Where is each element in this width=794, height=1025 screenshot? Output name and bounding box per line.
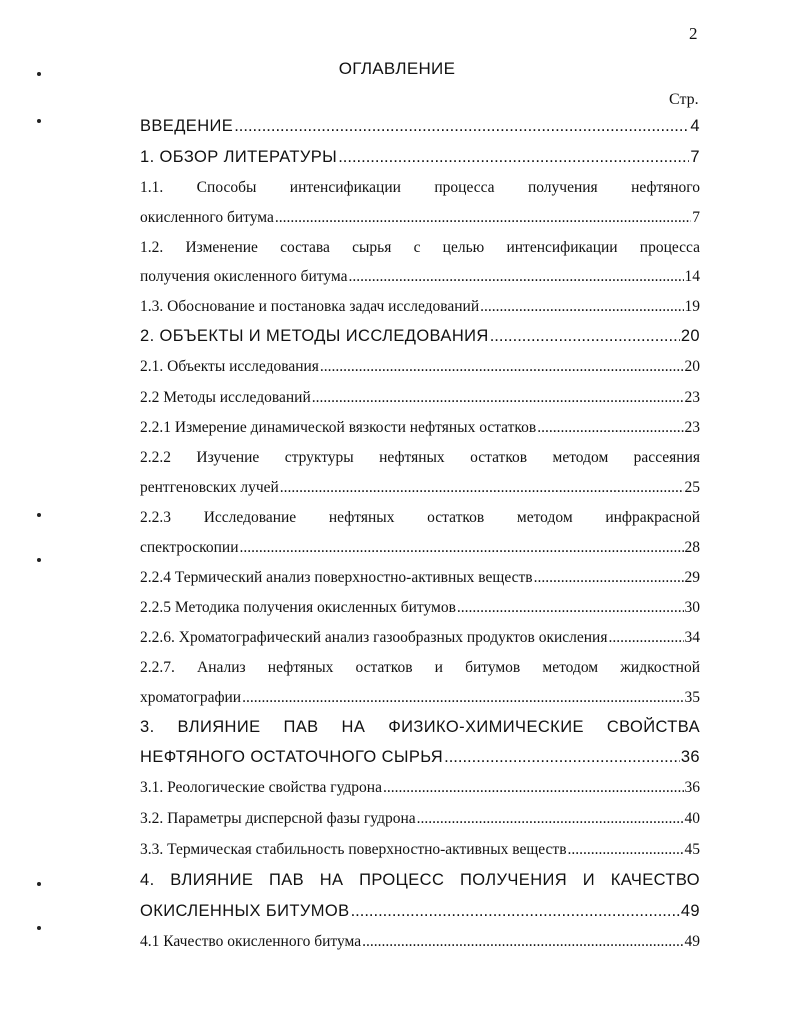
toc-entry-title: хроматографии xyxy=(140,689,242,706)
toc-entry[interactable] xyxy=(140,569,700,587)
toc-entry-page: 19 xyxy=(684,298,700,315)
toc-entry-title: НЕФТЯНОГО ОСТАТОЧНОГО СЫРЬЯ xyxy=(140,748,444,766)
toc-entry-title: 3.2. Параметры дисперсной фазы гудрона xyxy=(140,810,416,827)
toc-entry-page: 36 xyxy=(684,779,700,796)
toc-entry[interactable] xyxy=(140,268,700,286)
toc-entry-page: 23 xyxy=(684,389,700,406)
toc-entry-first-line: 2.2.2 Изучение структуры нефтяных остатков методом рассеяния xyxy=(140,449,700,466)
toc-entry-title: рентгеновских лучей xyxy=(140,479,279,496)
toc-entry-page: 20 xyxy=(684,358,700,375)
toc-entry[interactable] xyxy=(140,779,700,797)
toc-entry-title: окисленного битума xyxy=(140,209,274,226)
toc-entry-page: 23 xyxy=(684,419,700,436)
toc-entry-title: ВВЕДЕНИЕ xyxy=(140,117,234,135)
toc-entry-page: 20 xyxy=(680,327,700,345)
toc-entry-first-line: 2.2.3 Исследование нефтяных остатков методом инфракрасной xyxy=(140,509,700,526)
page-title: ОГЛАВЛЕНИЕ xyxy=(338,59,456,78)
toc-entry-title: 4.1 Качество окисленного битума xyxy=(140,933,362,950)
page-number: 2 xyxy=(689,24,698,43)
toc-entry-title: ОКИСЛЕННЫХ БИТУМОВ xyxy=(140,902,350,920)
toc-entry-title: 2.2 Методы исследований xyxy=(140,389,311,406)
toc-entry[interactable] xyxy=(140,539,700,557)
toc-entry-page: 36 xyxy=(680,748,700,766)
toc-entry[interactable] xyxy=(140,117,700,136)
page-column-header: Стр. xyxy=(669,91,699,108)
leader-dots xyxy=(457,599,684,617)
toc-entry[interactable] xyxy=(140,209,700,227)
leader-dots xyxy=(275,209,691,227)
toc-entry-title: получения окисленного битума xyxy=(140,268,348,285)
toc-entry[interactable] xyxy=(140,298,700,316)
toc-entry-title: спектроскопии xyxy=(140,539,239,556)
leader-dots xyxy=(383,779,684,797)
leader-dots xyxy=(240,539,684,557)
toc-entry[interactable] xyxy=(140,629,700,647)
toc-entry-page: 35 xyxy=(684,689,700,706)
toc-entry-page: 45 xyxy=(684,841,700,858)
toc-entry[interactable] xyxy=(140,841,700,859)
leader-dots xyxy=(417,810,684,828)
toc-entry-first-line: 2.2.7. Анализ нефтяных остатков и битумов методом жидкостной xyxy=(140,659,700,676)
leader-dots xyxy=(242,689,683,707)
leader-dots xyxy=(490,327,680,346)
margin-mark xyxy=(37,119,41,123)
toc-entry-page: 7 xyxy=(690,148,700,166)
toc-entry[interactable] xyxy=(140,748,700,767)
toc-entry-title: 3.3. Термическая стабильность поверхностно-активных веществ xyxy=(140,841,567,858)
leader-dots xyxy=(351,902,680,921)
toc-entry[interactable] xyxy=(140,902,700,921)
toc-entry-title: 1.3. Обоснование и постановка задач исследований xyxy=(140,298,480,315)
margin-mark xyxy=(37,926,41,930)
toc-entry-page: 28 xyxy=(684,539,700,556)
toc-entry[interactable] xyxy=(140,358,700,376)
toc-entry[interactable] xyxy=(140,148,700,167)
margin-mark xyxy=(37,513,41,517)
margin-mark xyxy=(37,882,41,886)
leader-dots xyxy=(568,841,684,859)
toc-entry-title: 2.2.1 Измерение динамической вязкости нефтяных остатков xyxy=(140,419,537,436)
leader-dots xyxy=(234,117,689,136)
toc-entry-page: 30 xyxy=(684,599,700,616)
leader-dots xyxy=(312,389,684,407)
leader-dots xyxy=(608,629,683,647)
toc-entry[interactable] xyxy=(140,419,700,437)
toc-entry[interactable] xyxy=(140,327,700,346)
toc-entry-page: 4 xyxy=(690,117,700,135)
toc-entry-title: 2. ОБЪЕКТЫ И МЕТОДЫ ИССЛЕДОВАНИЯ xyxy=(140,327,489,345)
toc-entry[interactable] xyxy=(140,389,700,407)
leader-dots xyxy=(444,748,680,767)
toc-entry-title: 2.2.4 Термический анализ поверхностно-активных веществ xyxy=(140,569,533,586)
toc-entry[interactable] xyxy=(140,933,700,951)
toc-entry-title: 2.2.5 Методика получения окисленных битумов xyxy=(140,599,456,616)
leader-dots xyxy=(338,148,689,167)
toc-entry-page: 40 xyxy=(684,810,700,827)
toc-entry-page: 49 xyxy=(680,902,700,920)
toc-entry-title: 3.1. Реологические свойства гудрона xyxy=(140,779,382,796)
toc-entry-first-line: 3. ВЛИЯНИЕ ПАВ НА ФИЗИКО-ХИМИЧЕСКИЕ СВОЙСТВА xyxy=(140,718,700,736)
toc-entry[interactable] xyxy=(140,810,700,828)
toc-entry-first-line: 1.1. Способы интенсификации процесса получения нефтяного xyxy=(140,179,700,196)
leader-dots xyxy=(362,933,683,951)
toc-entry-page: 25 xyxy=(684,479,700,496)
toc-entry-page: 7 xyxy=(692,209,700,226)
leader-dots xyxy=(348,268,683,286)
leader-dots xyxy=(280,479,684,497)
leader-dots xyxy=(480,298,683,316)
toc-entry-title: 2.2.6. Хроматографический анализ газообразных продуктов окисления xyxy=(140,629,608,646)
toc-entry-page: 49 xyxy=(684,933,700,950)
leader-dots xyxy=(534,569,684,587)
margin-mark xyxy=(37,558,41,562)
margin-mark xyxy=(37,72,41,76)
toc-entry-first-line: 4. ВЛИЯНИЕ ПАВ НА ПРОЦЕСС ПОЛУЧЕНИЯ И КАЧЕСТВО xyxy=(140,871,700,889)
toc-entry-title: 2.1. Объекты исследования xyxy=(140,358,319,375)
toc-entry-page: 29 xyxy=(684,569,700,586)
toc-entry[interactable] xyxy=(140,689,700,707)
leader-dots xyxy=(537,419,683,437)
toc-entry[interactable] xyxy=(140,599,700,617)
toc-entry-page: 14 xyxy=(684,268,700,285)
toc-entry-title: 1. ОБЗОР ЛИТЕРАТУРЫ xyxy=(140,148,338,166)
toc-entry[interactable] xyxy=(140,479,700,497)
toc-entry-first-line: 1.2. Изменение состава сырья с целью интенсификации процесса xyxy=(140,239,700,256)
toc-entry-page: 34 xyxy=(684,629,700,646)
leader-dots xyxy=(320,358,684,376)
